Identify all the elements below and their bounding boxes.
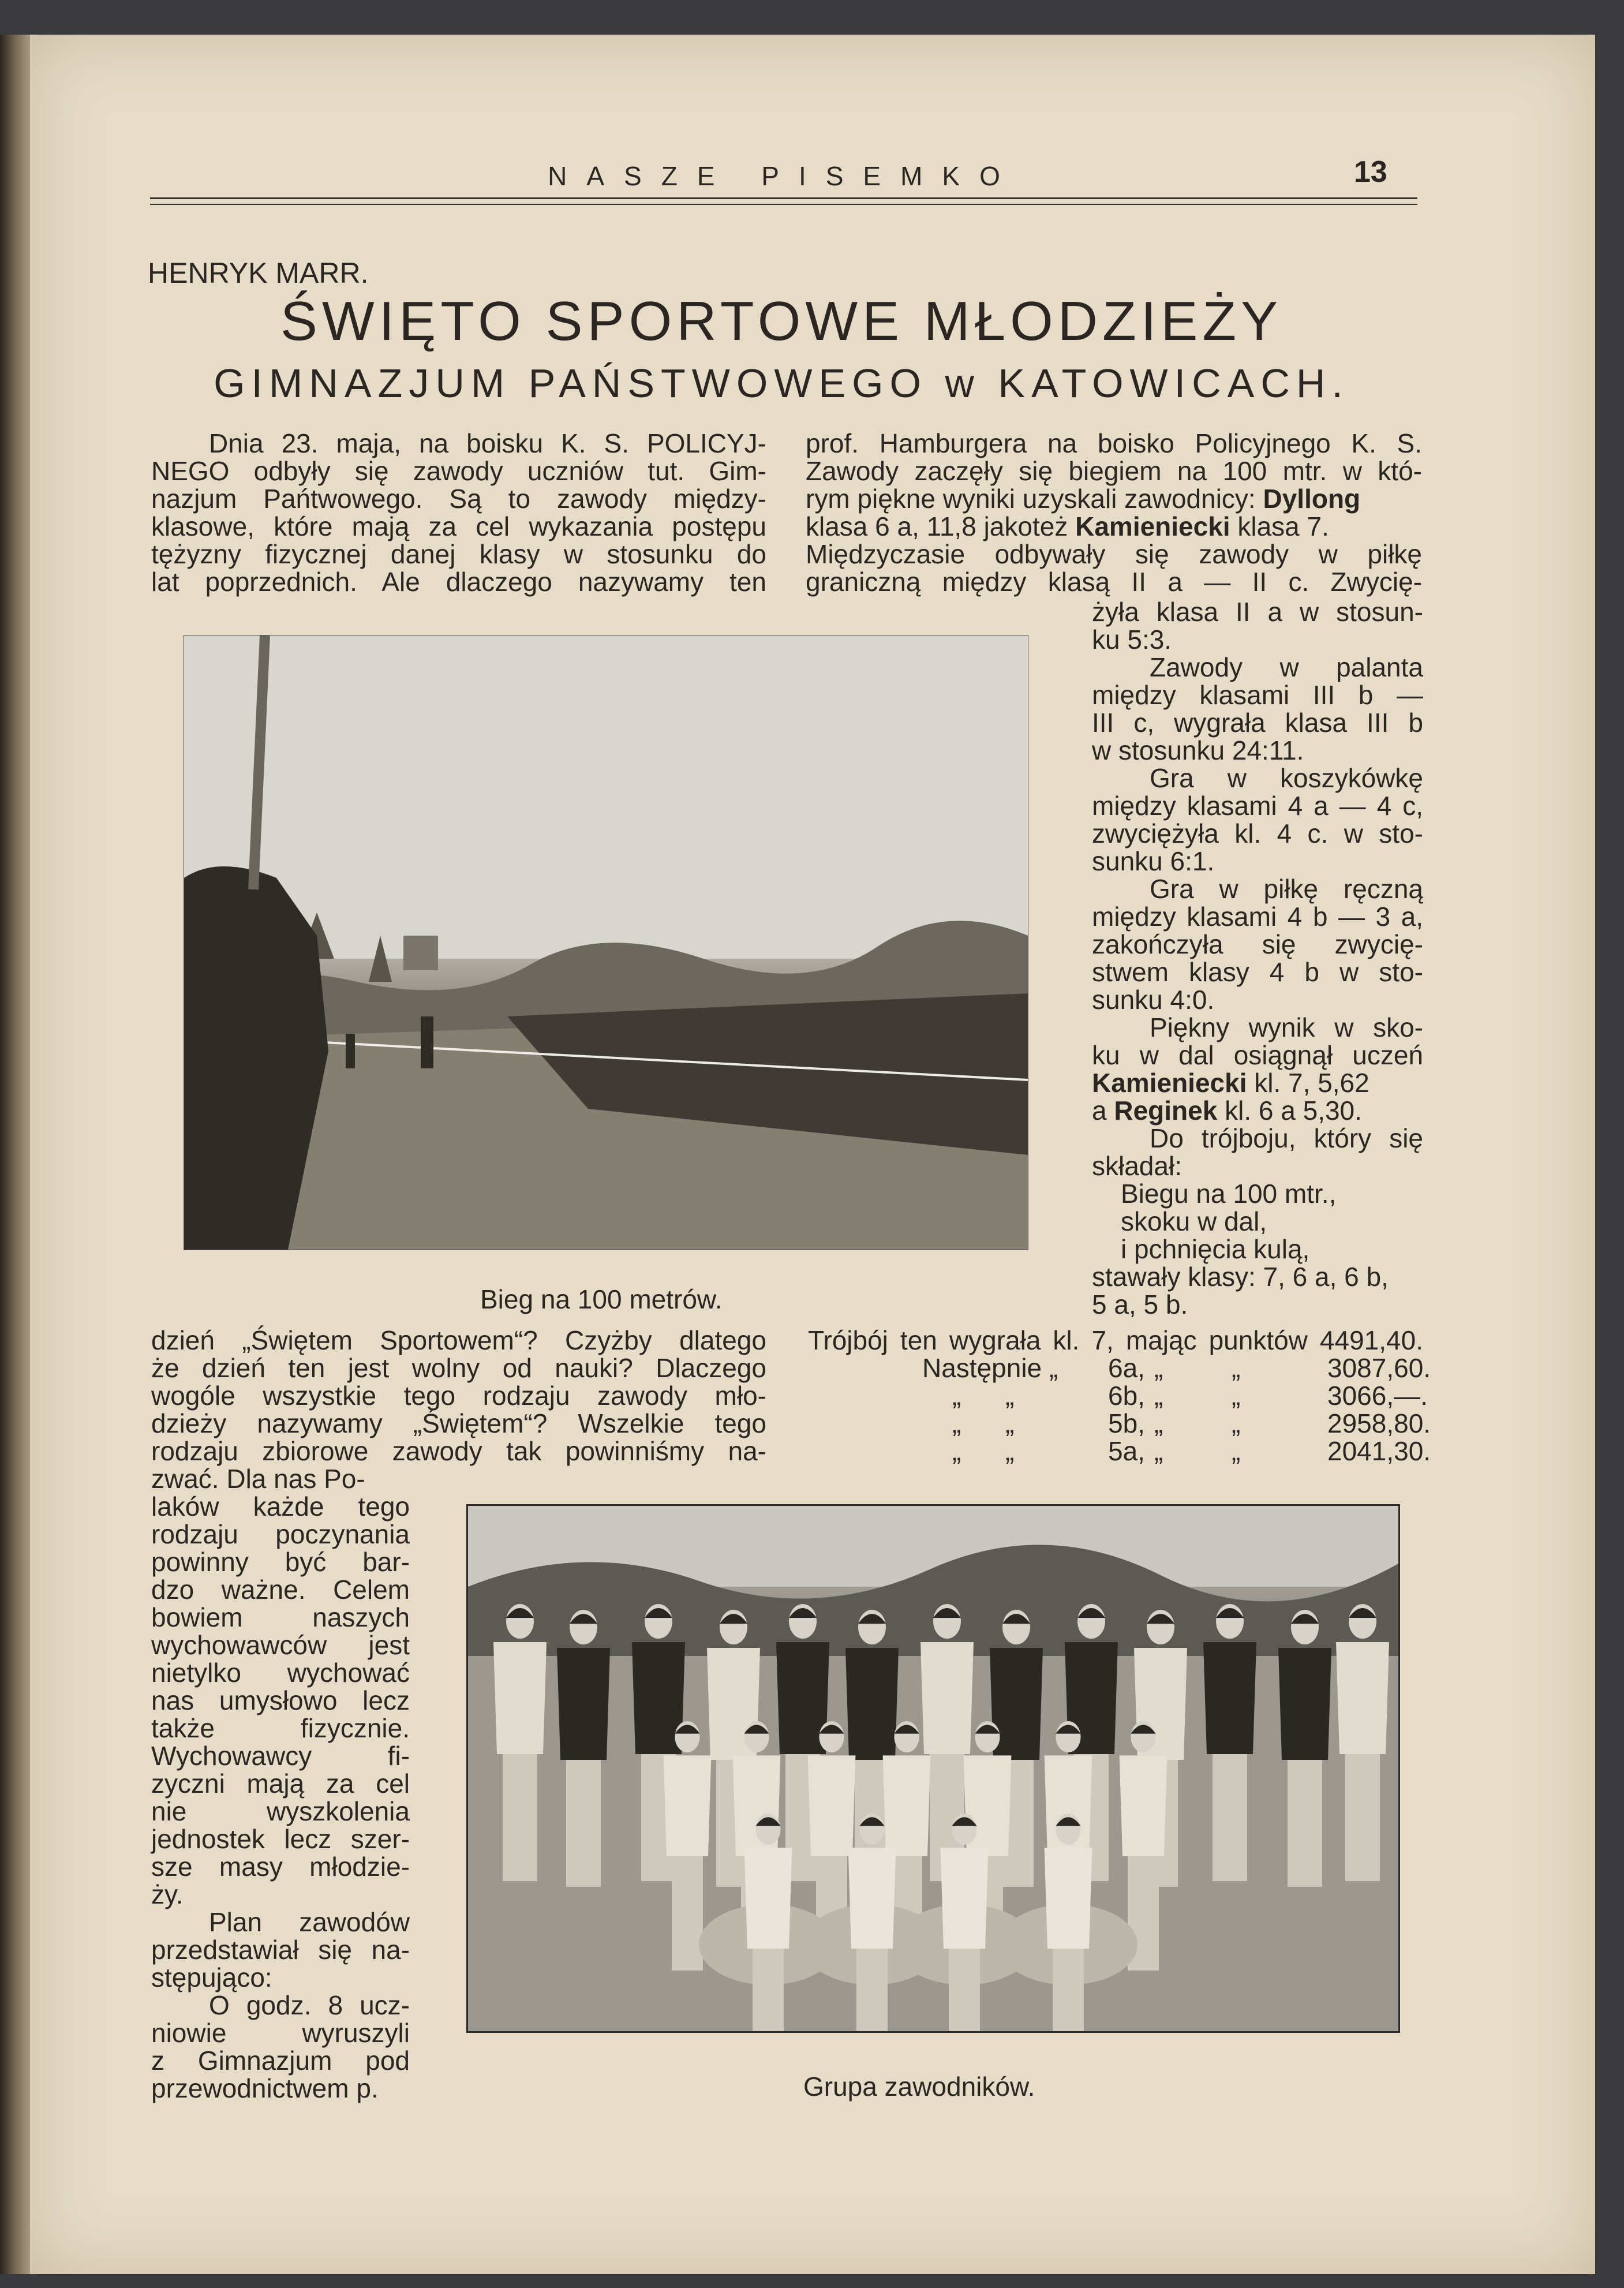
c2narrow-line: między klasami 4 b — 3 a, <box>1092 902 1423 932</box>
c1narrow-line: wychowawców jest <box>151 1630 410 1660</box>
c1narrow-line: z Gimnazjum pod <box>151 2046 410 2076</box>
c2narrow-line: Gra w piłkę ręczną <box>1150 874 1423 904</box>
header-rule-thin <box>150 204 1417 205</box>
c1narrow-line: bowiem naszych <box>151 1602 410 1632</box>
article-author: HENRYK MARR. <box>148 257 369 289</box>
photo-group-of-athletes <box>466 1504 1400 2033</box>
name-reginek: Reginek <box>1114 1096 1218 1126</box>
results-points: 3087,60. <box>1327 1353 1431 1383</box>
c2narrow-line: między klasami 4 a — 4 c, <box>1092 791 1423 821</box>
c1narrow-line: O godz. 8 ucz- <box>209 1990 410 2020</box>
c2narrow-line <box>1092 1097 1423 1125</box>
text-span: kl. 7, 5,62 <box>1247 1068 1369 1098</box>
article-subtitle: GIMNAZJUM PAŃSTWOWEGO w KATOWICACH. <box>214 361 1349 406</box>
c2narrow-line <box>1092 1069 1423 1097</box>
c1narrow-line: ży. <box>151 1879 184 1909</box>
c1narrow-line: niowie wyruszyli <box>151 2018 410 2048</box>
results-intro: Trójbój ten wygrała kl. 7, mając punktów 4491,40. <box>808 1325 1423 1355</box>
photo-sprint-race-drawing <box>184 635 1028 1250</box>
results-class: 5a, <box>1108 1436 1145 1466</box>
c2narrow-line: zakończyła się zwycię- <box>1092 929 1423 959</box>
c2narrow-line: Gra w koszykówkę <box>1150 763 1423 793</box>
results-ditto: „ <box>1232 1381 1241 1411</box>
c2top-line: prof. Hamburgera na boisko Policyjnego K. S. <box>806 428 1422 458</box>
c1narrow-line: Plan zawodów <box>209 1907 410 1937</box>
c2top-line: Międzyczasie odbywały się zawody w piłkę <box>806 539 1422 569</box>
c2top-line: klasa 6 a, 11,8 jakoteż Kamieniecki klasa 7. <box>806 511 1329 541</box>
photo-sprint-race <box>184 635 1028 1250</box>
c2top-line: graniczną między klasą II a — II c. Zwycię- <box>806 567 1422 597</box>
name-kamieniecki-2: Kamieniecki <box>1092 1068 1247 1098</box>
results-points: 2958,80. <box>1327 1408 1431 1438</box>
c1narrow-line: dzo ważne. Celem <box>151 1575 410 1605</box>
c2top-line: rym piękne wyniki uzyskali zawodnicy: Dyllong <box>806 484 1361 514</box>
c2narrow-line: Piękny wynik w sko- <box>1150 1012 1423 1042</box>
c1narrow-line: nie wyszkolenia <box>151 1796 410 1826</box>
c2narrow-line: sunku 6:1. <box>1092 846 1215 876</box>
c1narrow-line: rodzaju poczynania <box>151 1519 410 1549</box>
photo-sprint-caption: Bieg na 100 metrów. <box>480 1284 723 1314</box>
c2narrow-line: Do trójboju, który się <box>1150 1123 1423 1153</box>
c1narrow-line: Wychowawcy fi- <box>151 1741 410 1771</box>
name-kamieniecki: Kamieniecki <box>1075 511 1230 541</box>
article-title: ŚWIĘTO SPORTOWE MŁODZIEŻY <box>280 290 1283 352</box>
c1narrow-line: laków każde tego <box>151 1491 410 1521</box>
results-class: 6b, <box>1108 1381 1145 1411</box>
c1narrow-line: sze masy młodzie- <box>151 1852 410 1882</box>
c1narrow-line: powinny być bar- <box>151 1547 410 1577</box>
c2narrow-line: między klasami III b — <box>1092 680 1423 710</box>
c1mid-line: wogóle wszystkie tego rodzaju zawody mło- <box>151 1381 766 1411</box>
c1mid-line: dzieży nazywamy „Świętem“? Wszelkie tego <box>151 1408 766 1438</box>
c2narrow-line: 5 a, 5 b. <box>1092 1289 1188 1319</box>
text-span: kl. 6 a 5,30. <box>1217 1096 1362 1126</box>
results-ditto: „ <box>1232 1353 1241 1383</box>
c2narrow-line: ku w dal osiągnął uczeń <box>1092 1040 1423 1070</box>
c1narrow-line: nietylko wychować <box>151 1658 410 1688</box>
c1top-line: Dnia 23. maja, na boisku K. S. POLICYJ- <box>209 428 766 458</box>
c1top-line: klasowe, które mają za cel wykazania postępu <box>151 511 766 541</box>
c1narrow-line: przedstawiał się na- <box>151 1935 410 1965</box>
results-ditto: „ <box>1154 1436 1163 1466</box>
header-rule <box>150 197 1417 199</box>
running-header: NASZE PISEMKO <box>548 161 1020 191</box>
c2narrow-line: i pchnięcia kulą, <box>1121 1234 1310 1264</box>
c1mid-line: rodzaju zbiorowe zawody tak powinniśmy na- <box>151 1436 766 1466</box>
c1top-line: tężyzny fizycznej danej klasy w stosunku do <box>151 539 766 569</box>
results-ditto: „ <box>1154 1408 1163 1438</box>
c2narrow-line: stwem klasy 4 b w sto- <box>1092 957 1423 987</box>
c2narrow-line: III c, wygrała klasa III b <box>1092 708 1423 738</box>
results-ditto: „ <box>1232 1436 1241 1466</box>
photo-group-caption: Grupa zawodników. <box>803 2072 1035 2102</box>
c1top-line: nazjum Pańtwowego. Są to zawody między- <box>151 484 766 514</box>
page-number: 13 <box>1354 155 1387 189</box>
results-class: 5b, <box>1108 1408 1145 1438</box>
photo-group-drawing <box>468 1506 1398 2031</box>
c1mid-line: zwać. Dla nas Po- <box>151 1464 365 1494</box>
c1top-line: NEGO odbyły się zawody uczniów tut. Gim- <box>151 456 766 486</box>
results-lead: Następnie „ <box>922 1353 1058 1383</box>
c1narrow-line: przewodnictwem p. <box>151 2073 379 2103</box>
c2narrow-line: Zawody w palanta <box>1150 652 1423 682</box>
c2narrow-line: zwyciężyła kl. 4 c. w sto- <box>1092 818 1423 848</box>
c2narrow-line: Biegu na 100 mtr., <box>1121 1179 1337 1209</box>
c2top-line: Zawody zaczęły się biegiem na 100 mtr. w któ- <box>806 456 1422 486</box>
c2narrow-line: składał: <box>1092 1151 1182 1181</box>
results-ditto: „ <box>1232 1408 1241 1438</box>
c2narrow-line: skoku w dal, <box>1121 1206 1267 1236</box>
c1mid-line: dzień „Świętem Sportowem“? Czyżby dlatego <box>151 1325 766 1355</box>
text-span: klasa 7. <box>1230 511 1329 541</box>
results-lead: „ „ <box>952 1408 1015 1438</box>
results-points: 2041,30. <box>1327 1436 1431 1466</box>
results-lead: „ „ <box>952 1381 1015 1411</box>
c1mid-line: że dzień ten jest wolny od nauki? Dlaczego <box>151 1353 766 1383</box>
results-lead: „ „ <box>952 1436 1015 1466</box>
c2narrow-line: sunku 4:0. <box>1092 985 1215 1015</box>
c1narrow-line: jednostek lecz szer- <box>151 1824 410 1854</box>
c2narrow-line: żyła klasa II a w stosun- <box>1092 597 1423 627</box>
c1narrow-line: nas umysłowo lecz <box>151 1685 410 1715</box>
c1narrow-line: zyczni mają za cel <box>151 1769 410 1799</box>
results-points: 3066,—. <box>1327 1381 1428 1411</box>
results-ditto: „ <box>1154 1353 1163 1383</box>
results-ditto: „ <box>1154 1381 1163 1411</box>
name-dyllong: Dyllong <box>1263 484 1361 514</box>
results-class: 6a, <box>1108 1353 1145 1383</box>
c2narrow-line: ku 5:3. <box>1092 625 1172 655</box>
c1top-line: lat poprzednich. Ale dlaczego nazywamy ten <box>151 567 766 597</box>
c1narrow-line: stępująco: <box>151 1962 272 1992</box>
c2narrow-line: stawały klasy: 7, 6 a, 6 b, <box>1092 1262 1389 1292</box>
c1narrow-line: także fizycznie. <box>151 1713 410 1743</box>
c2narrow-line: w stosunku 24:11. <box>1092 735 1304 765</box>
text-span: a <box>1092 1096 1114 1126</box>
